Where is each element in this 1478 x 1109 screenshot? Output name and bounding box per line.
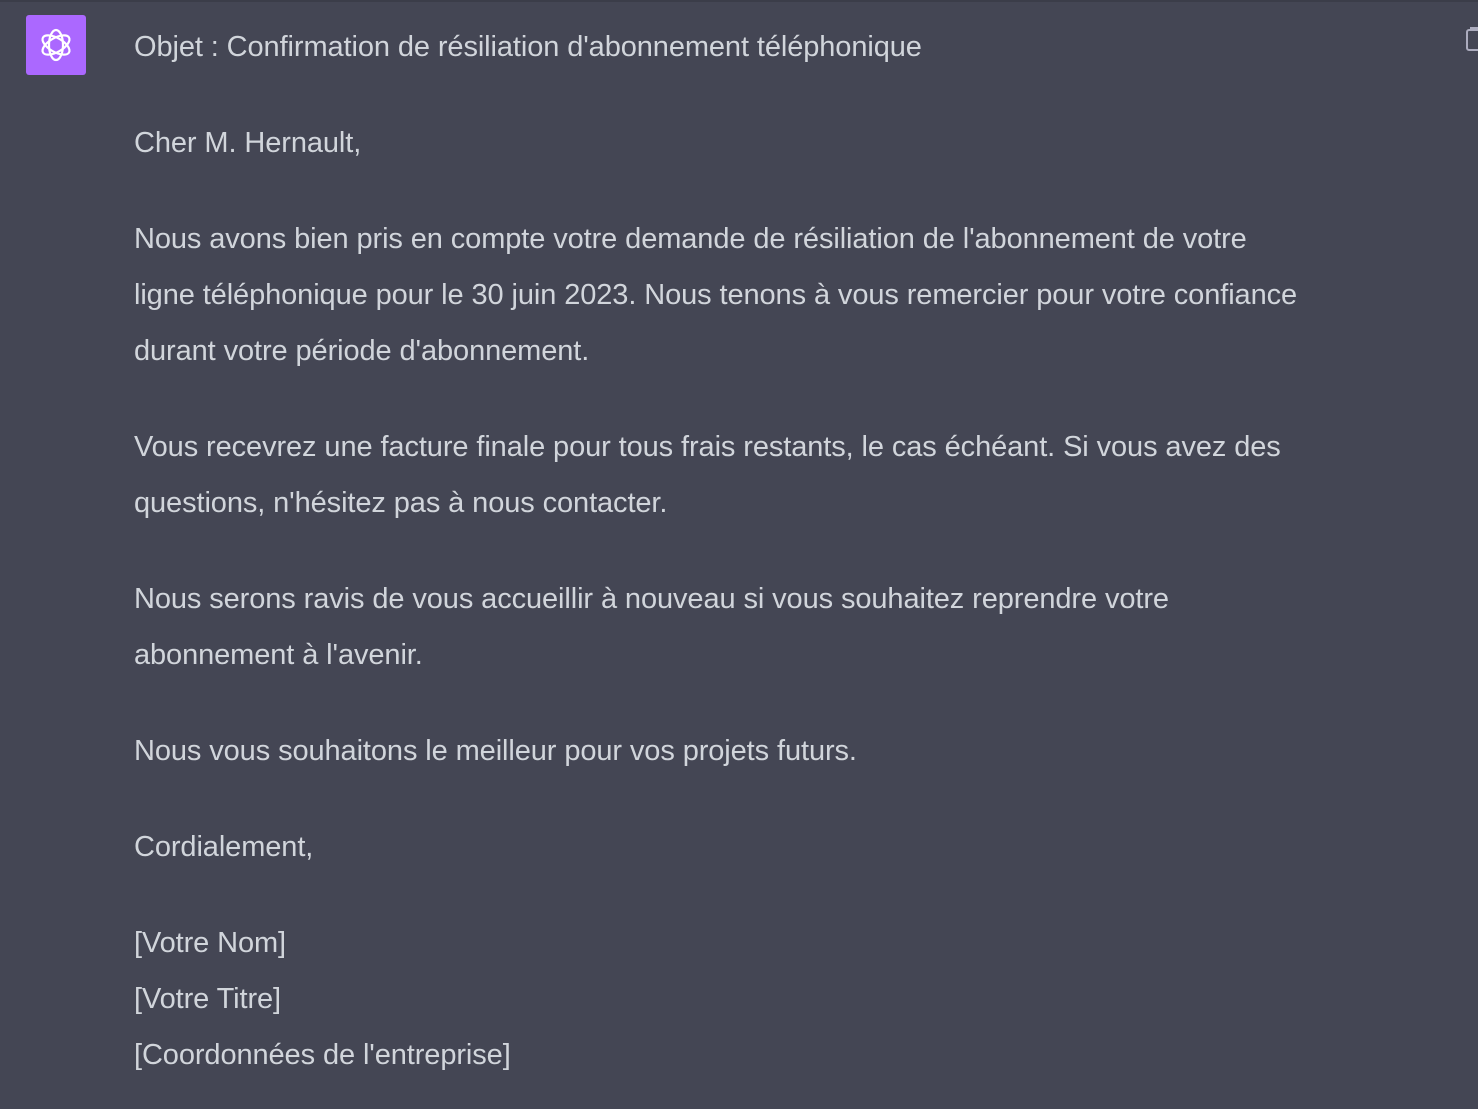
paragraph-confirmation: [134, 211, 1434, 379]
paragraph-line: Nous serons ravis de vous accueillir à nouveau si vous souhaitez reprendre votre: [134, 583, 1169, 615]
paragraph-line: abonnement à l'avenir.: [134, 639, 423, 671]
message-divider: [0, 0, 1478, 2]
copy-button[interactable]: [1462, 26, 1478, 52]
email-subject: Objet : Confirmation de résiliation d'abonnement téléphonique: [134, 31, 922, 63]
assistant-avatar: [26, 15, 86, 75]
paragraph-line: Vous recevrez une facture finale pour tous frais restants, le cas échéant. Si vous avez des: [134, 431, 1281, 463]
paragraph-line: ligne téléphonique pour le 30 juin 2023. Nous tenons à vous remercier pour votre confiance: [134, 279, 1298, 311]
paragraph-welcome-back: [134, 571, 1434, 683]
signature-company: [Coordonnées de l'entreprise]: [134, 1039, 511, 1071]
signature-title: [Votre Titre]: [134, 983, 281, 1015]
paragraph-wishes: Nous vous souhaitons le meilleur pour vos projets futurs.: [134, 735, 857, 767]
email-greeting: Cher M. Hernault,: [134, 127, 362, 159]
assistant-message: [134, 19, 1434, 1083]
openai-logo-icon: [34, 23, 78, 67]
paragraph-line: questions, n'hésitez pas à nous contacter.: [134, 487, 668, 519]
paragraph-line: durant votre période d'abonnement.: [134, 335, 590, 367]
signature-name: [Votre Nom]: [134, 927, 287, 959]
paragraph-line: Nous avons bien pris en compte votre demande de résiliation de l'abonnement de votre: [134, 223, 1247, 255]
email-closing: Cordialement,: [134, 831, 314, 863]
clipboard-icon: [1462, 26, 1478, 52]
email-signature: [134, 915, 1434, 1083]
paragraph-final-invoice: [134, 419, 1434, 531]
